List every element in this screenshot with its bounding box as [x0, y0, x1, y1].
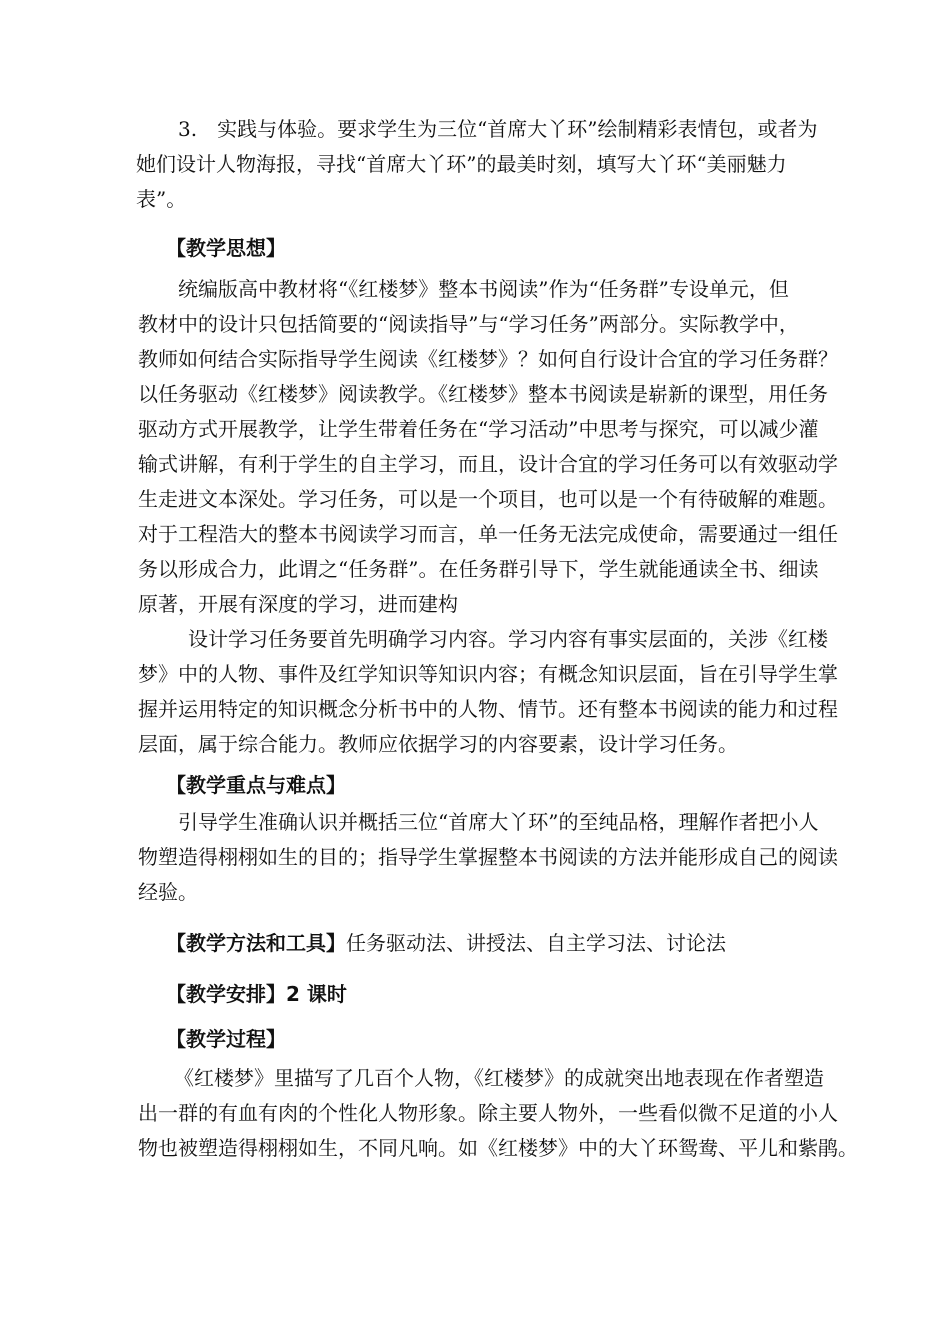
- section-heading-schedule: [166, 977, 824, 1012]
- section-heading-methods: [166, 926, 824, 961]
- text-line: 以任务驱动《红楼梦》阅读教学。《红楼梦》整本书阅读是崭新的课型，用任务: [138, 382, 828, 406]
- text-line: 她们设计人物海报，寻找“首席大丫环”的最美时刻，填写大丫环“美丽魅力: [136, 152, 787, 176]
- text-line: 对于工程浩大的整本书阅读学习而言，单一任务无法完成使命，需要通过一组任: [138, 522, 838, 546]
- methods-heading-label: 【教学方法和工具】: [166, 931, 346, 955]
- text-line: 教材中的设计只包括简要的“阅读指导”与“学习任务”两部分。实际教学中，: [138, 312, 799, 336]
- item-3-paragraph: [138, 112, 824, 217]
- thought-paragraph-2: [138, 622, 838, 762]
- text-line: 经验。: [138, 880, 198, 904]
- text-line: 务以形成合力，此谓之“任务群”。在任务群引导下，学生就能通读全书、细读: [138, 557, 819, 581]
- text-line: 物塑造得栩栩如生的目的；指导学生掌握整本书阅读的方法并能形成自己的阅读: [138, 845, 838, 869]
- text-line: 驱动方式开展教学，让学生带着任务在“学习活动”中思考与探究，可以减少灌: [138, 417, 819, 441]
- text-line: 教师如何结合实际指导学生阅读《红楼梦》？如何自行设计合宜的学习任务群？: [138, 347, 838, 371]
- text-line: 出一群的有血有肉的个性化人物形象。除主要人物外，一些看似微不足道的小人: [138, 1101, 838, 1125]
- methods-value: 任务驱动法、讲授法、自主学习法、讨论法: [346, 931, 726, 955]
- text-line: 引导学生准确认识并概括三位“首席大丫环”的至纯品格，理解作者把小人: [178, 810, 819, 834]
- schedule-value: 2 课时: [286, 982, 347, 1006]
- text-line: 3. 实践与体验。要求学生为三位“首席大丫环”绘制精彩表情包，或者为: [178, 117, 818, 141]
- schedule-heading-label: 【教学安排】: [166, 982, 286, 1006]
- text-line: 统编版高中教材将“《红楼梦》整本书阅读”作为“任务群”专设单元，但: [178, 277, 789, 301]
- section-heading-process: 【教学过程】: [166, 1027, 286, 1051]
- text-line: 原著，开展有深度的学习，进而建构: [138, 592, 458, 616]
- text-line: 层面，属于综合能力。教师应依据学习的内容要素，设计学习任务。: [138, 732, 738, 756]
- process-paragraph: [138, 1061, 858, 1166]
- section-heading-key-points: 【教学重点与难点】: [166, 773, 346, 797]
- section-heading-thought: 【教学思想】: [166, 236, 286, 260]
- text-line: 物也被塑造得栩栩如生，不同凡响。如《红楼梦》中的大丫环鸳鸯、平儿和紫鹃。: [138, 1136, 858, 1160]
- text-line: 生走进文本深处。学习任务，可以是一个项目，也可以是一个有待破解的难题。: [138, 487, 838, 511]
- text-line: 输式讲解，有利于学生的自主学习，而且，设计合宜的学习任务可以有效驱动学: [138, 452, 838, 476]
- document-page: [136, 112, 858, 1166]
- text-line: 《红楼梦》里描写了几百个人物，《红楼梦》的成就突出地表现在作者塑造: [174, 1066, 824, 1090]
- text-line: 握并运用特定的知识概念分析书中的人物、情节。还有整本书阅读的能力和过程: [138, 697, 838, 721]
- key-points-paragraph: [138, 805, 838, 910]
- text-line: 表”。: [136, 187, 187, 211]
- text-line: 梦》中的人物、事件及红学知识等知识内容；有概念知识层面，旨在引导学生掌: [138, 662, 838, 686]
- text-line: 设计学习任务要首先明确学习内容。学习内容有事实层面的，关涉《红楼: [188, 627, 828, 651]
- thought-paragraph-1: [138, 272, 838, 622]
